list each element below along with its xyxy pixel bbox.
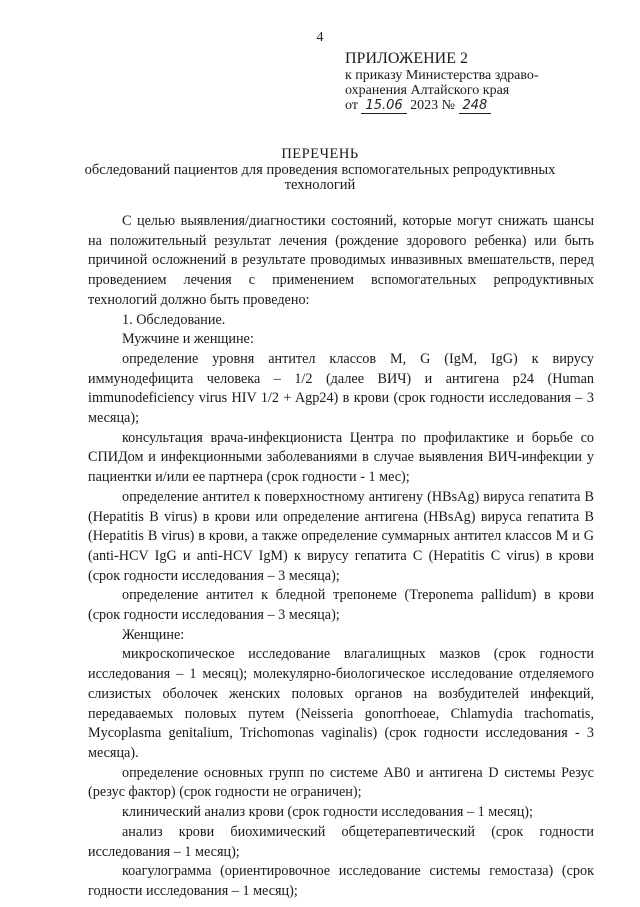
body-paragraph: определение антител к поверхностному антигену (HBsAg) вируса гепатита B (Hepatitis B virus) в крови или определение антигена (HBsAg) вируса гепатита B (Hepatitis B virus) в крови, а также определение суммарных антител классов M и G (anti-HCV IgG и anti-HCV IgM) к вирусу гепатита C (Hepatitis C virus) в крови (срок годности исследования – 3 месяца);: [88, 488, 594, 584]
appendix-block: [345, 50, 605, 113]
body-paragraph: анализ крови биохимический общетерапевтический (срок годности исследования – 1 месяц);: [88, 823, 594, 860]
handwritten-date: 15.06: [361, 98, 406, 114]
page-number: 4: [316, 30, 324, 45]
appendix-line-2: охранения Алтайского края: [345, 83, 510, 98]
body-paragraph: 1. Обследование.: [122, 311, 226, 328]
document-heading: [80, 147, 560, 193]
document-body: [88, 212, 594, 902]
heading-caption: ПЕРЕЧЕНЬ: [281, 146, 359, 162]
number-prefix: №: [441, 98, 456, 113]
body-paragraph: Мужчине и женщине:: [122, 331, 254, 348]
body-paragraph: определение антител к бледной трепонеме (Treponema pallidum) в крови (срок годности исследования – 3 месяца);: [88, 587, 594, 624]
body-paragraph: С целью выявления/диагностики состояний, которые могут снижать шансы на положительный результат лечения (рождение здорового ребенка) или быть причиной осложнений в результате проводимых инвазивных вмешательств, перед проведением лечения с применением вспомогательных репродуктивных технологий должно быть проведено:: [88, 213, 594, 308]
appendix-title: ПРИЛОЖЕНИЕ 2: [345, 50, 469, 67]
handwritten-number: 248: [459, 98, 492, 114]
body-paragraph: Женщине:: [122, 626, 185, 643]
body-paragraph: коагулограмма (ориентировочное исследование системы гемостаза) (срок годности исследования – 1 месяц);: [88, 863, 594, 899]
body-paragraph: консультация врача-инфекциониста Центра по профилактике и борьбе со СПИДом и инфекционными заболеваниями в случае выявления ВИЧ-инфекции у пациентки и/или ее партнера (срок годности - 1 мес);: [88, 429, 594, 486]
heading-subtitle: обследований пациентов для проведения вспомогательных репродуктивных технологий: [84, 162, 556, 193]
year: 2023: [410, 98, 439, 113]
body-paragraph: определение основных групп по системе AB0 и антигена D системы Резус (резус фактор) (срок годности не ограничен);: [88, 764, 594, 801]
date-prefix: от: [345, 98, 358, 113]
appendix-date-line: [345, 98, 605, 113]
body-paragraph: микроскопическое исследование влагалищных мазков (срок годности исследования – 1 месяц); молекулярно-биологическое исследование отделяемого слизистых оболочек женских половых органов на возбудителей инфекций, передаваемых половых путем (Neisseria gonorrhoeae, Chlamydia trachomatis, Mycoplasma genitalium, Trichomonas vaginalis) (срок годности исследования - 3 месяца).: [88, 646, 594, 761]
body-paragraph: определение уровня антител классов M, G (IgM, IgG) к вирусу иммунодефицита человека – 1/2 (далее ВИЧ) и антигена p24 (Human immunodeficiency virus HIV 1/2 + Agp24) в крови (срок годности исследования – 3 месяца);: [88, 350, 594, 427]
body-paragraph: клинический анализ крови (срок годности исследования – 1 месяц);: [122, 804, 533, 821]
appendix-line-1: к приказу Министерства здраво-: [345, 68, 539, 83]
